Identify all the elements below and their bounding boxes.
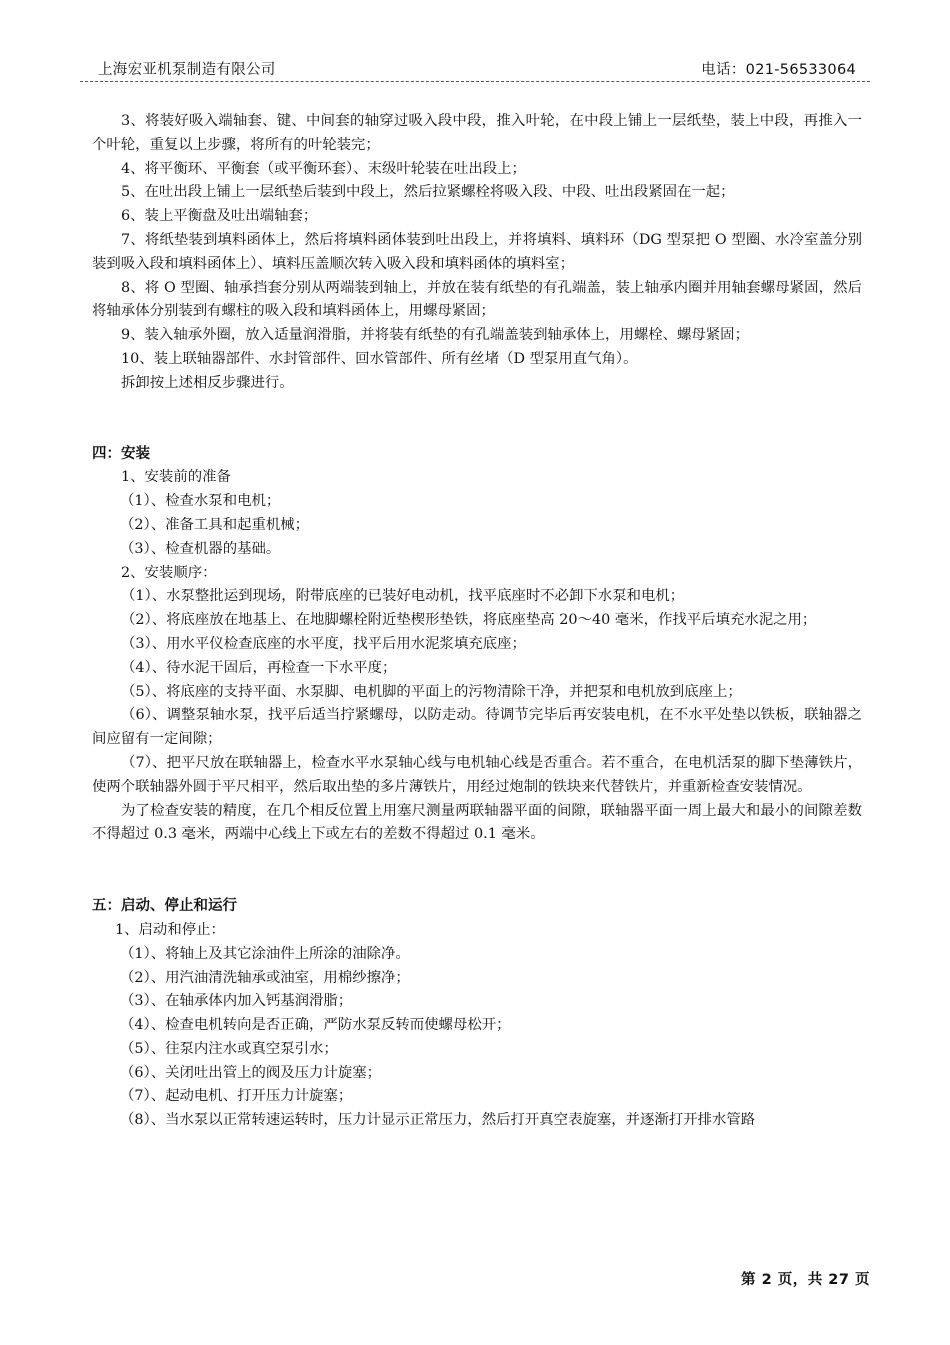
assembly-step: 9、装入轴承外圈，放入适量润滑脂，并将装有纸垫的有孔端盖装到轴承体上，用螺栓、螺母紧固； — [121, 327, 749, 344]
list-item: （6）、调整泵轴水泵，找平后适当拧紧螺母，以防走动。待调节完毕后再安装电机，在不水平处垫以铁板，联轴器之间应留有一定间隙； — [92, 707, 862, 748]
list-item: （4）、检查电机转向是否正确，严防水泵反转而使螺母松开； — [120, 1017, 511, 1034]
disassembly-note: 拆卸按上述相反步骤进行。 — [121, 374, 294, 391]
list-item: （8）、当水泵以正常转速运转时，压力计显示正常压力，然后打开真空表旋塞，并逐渐打开排水管路 — [120, 1112, 756, 1129]
assembly-step: 7、将纸垫装到填料函体上，然后将填料函体装到吐出段上，并将填料、填料环（DG 型泵把 O 型圈、水冷室盖分别装到吸入段和填料函体上）、填料压盖顺次转入吸入段和填料函体的填料室； — [92, 231, 862, 272]
header-divider — [80, 81, 870, 82]
subsection-heading: 2、安装顺序： — [121, 564, 217, 581]
document-body — [92, 110, 862, 1133]
list-item: （5）、往泵内注水或真空泵引水； — [120, 1040, 338, 1057]
subsection-heading: 1、启动和停止： — [115, 921, 225, 938]
company-name: 上海宏亚机泵制造有限公司 — [98, 62, 276, 78]
list-item: （5）、将底座的支持平面、水泵脚、电机脚的平面上的污物清除干净，并把泵和电机放到底座上； — [121, 683, 742, 700]
list-item: （3）、检查机器的基础。 — [120, 540, 281, 557]
section-heading: 五：启动、停止和运行 — [92, 898, 237, 915]
list-item: （7）、起动电机、打开压力计旋塞； — [120, 1088, 353, 1105]
list-item: （2）、将底座放在地基上、在地脚螺栓附近垫楔形垫铁，将底座垫高 20～40 毫米，作找平后填充水泥之用； — [121, 612, 817, 629]
precision-note: 为了检查安装的精度，在几个相反位置上用塞尺测量两联轴器平面的间隙，联轴器平面一周上最大和最小的间隙差数不得超过 0.3 毫米，两端中心线上下或左右的差数不得超过 0.1 毫米。 — [92, 802, 862, 843]
assembly-step: 8、将 O 型圈、轴承挡套分别从两端装到轴上，并放在装有纸垫的有孔端盖，装上轴承内圈并用轴套螺母紧固，然后将轴承体分别装到有螺柱的吸入段和填料函体上，用螺母紧固； — [92, 279, 862, 320]
assembly-steps — [92, 110, 862, 396]
assembly-step: 6、装上平衡盘及吐出端轴套； — [121, 208, 318, 225]
page-header — [80, 56, 870, 84]
section-startup — [92, 895, 862, 1133]
section-installation — [92, 443, 862, 848]
list-item: （6）、关闭吐出管上的阀及压力计旋塞； — [120, 1064, 381, 1081]
subsection-heading: 1、安装前的准备 — [121, 469, 231, 486]
section-heading: 四：安装 — [92, 445, 150, 462]
page-number: 第 2 页，共 27 页 — [741, 1272, 870, 1288]
list-item: （4）、待水泥干固后，再检查一下水平度； — [121, 659, 397, 676]
list-item: （2）、准备工具和起重机械； — [120, 516, 310, 533]
list-item: （7）、把平尺放在联轴器上，检查水平水泵轴心线与电机轴心线是否重合。若不重合，在电机活泵的脚下垫薄铁片，使两个联轴器外圆于平尺相平，然后取出垫的多片薄铁片，用经过炮制的铁块来代替铁片，并重新检查安装情况。 — [92, 754, 862, 795]
list-item: （1）、将轴上及其它涂油件上所涂的油除净。 — [120, 945, 410, 962]
list-item: （2）、用汽油清洗轴承或油室，用棉纱擦净； — [120, 969, 410, 986]
assembly-step: 3、将装好吸入端轴套、键、中间套的轴穿过吸入段中段，推入叶轮，在中段上铺上一层纸垫，装上中段，再推入一个叶轮，重复以上步骤，将所有的叶轮装完； — [92, 113, 862, 153]
list-item: （1）、检查水泵和电机； — [120, 493, 281, 510]
assembly-step: 4、将平衡环、平衡套（或平衡环套）、末级叶轮装在吐出段上； — [121, 160, 526, 177]
assembly-step: 10、装上联轴器部件、水封管部件、回水管部件、所有丝堵（D 型泵用直气角）。 — [121, 350, 638, 367]
phone-number: 电话：021-56533064 — [701, 62, 856, 78]
list-item: （3）、在轴承体内加入钙基润滑脂； — [120, 993, 353, 1010]
list-item: （3）、用水平仪检查底座的水平度，找平后用水泥浆填充底座； — [121, 635, 526, 652]
assembly-step: 5、在吐出段上铺上一层纸垫后装到中段上，然后拉紧螺栓将吸入段、中段、吐出段紧固在一起； — [121, 184, 735, 201]
list-item: （1）、水泵整批运到现场，附带底座的已装好电动机，找平底座时不必卸下水泵和电机； — [121, 588, 685, 605]
